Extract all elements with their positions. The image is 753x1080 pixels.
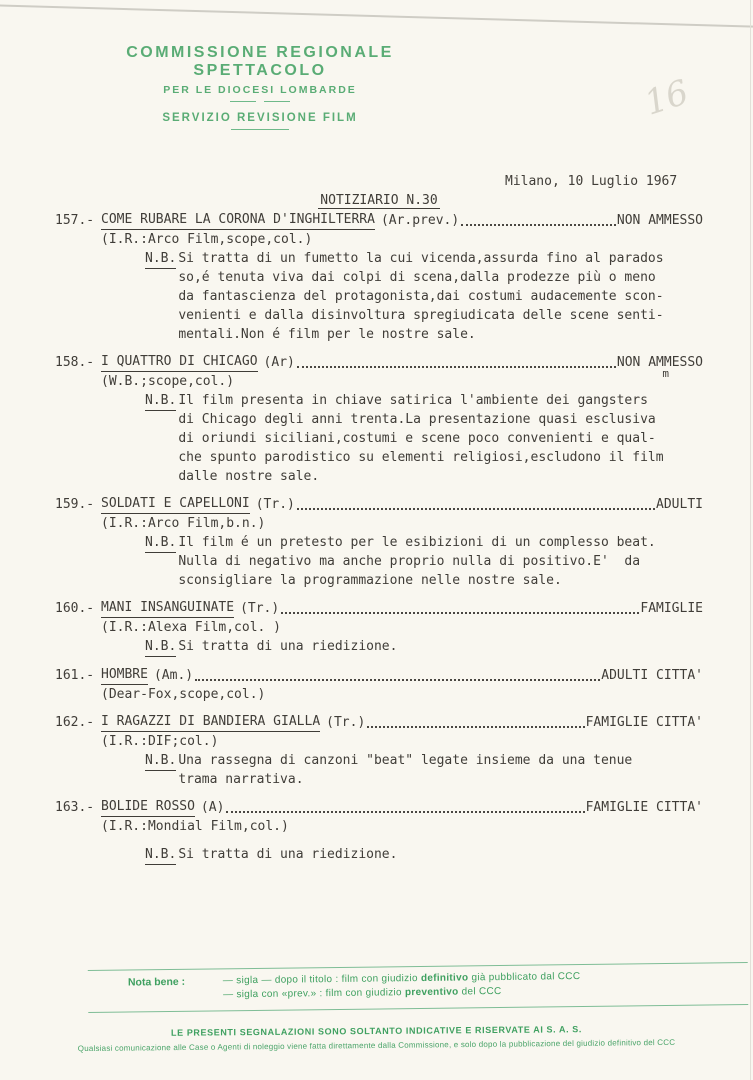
film-entry (55, 797, 703, 865)
film-title: COME RUBARE LA CORONA D'INGHILTERRA (101, 210, 375, 230)
letterhead-line2: PER LE DIOCESI LOMBARDE (163, 84, 357, 96)
letterhead (60, 44, 460, 130)
film-title-suffix: (Ar) (263, 355, 295, 370)
film-title: BOLIDE ROSSO (101, 797, 195, 817)
film-note-label: N.B. (145, 249, 176, 269)
film-note-text: Il film é un pretesto per le esibizioni di un complesso beat. Nulla di negativo ma anche proprio nulla di positivo.E' da sconsigliare la programmazione nelle nostre sale. (178, 535, 656, 588)
film-distributor: (I.R.:Mondial Film,col.) (101, 819, 289, 834)
film-note (145, 391, 703, 486)
film-title-suffix: (Tr.) (326, 715, 366, 730)
film-note-text: Si tratta di una riedizione. (178, 847, 398, 862)
film-rating: FAMIGLIE CITTA' (585, 715, 703, 730)
film-note (145, 845, 703, 865)
film-note-label: N.B. (145, 751, 176, 771)
film-note-text: Il film presenta in chiave satirica l'ambiente dei gangsters di Chicago degli anni trenta.La presentazione quasi esclusiva di oriundi siciliani,costumi e scene poco convenienti e qual- che spunto parodistico su elementi religiosi,escludono il film dalle nostre sale. (178, 393, 664, 484)
film-title-suffix: (Tr.) (255, 497, 295, 512)
film-list (55, 210, 703, 865)
film-rating: FAMIGLIE CITTA' (585, 800, 703, 815)
film-entry (55, 210, 703, 344)
dot-leader (226, 811, 584, 813)
film-rating: NON AMMESSO (616, 213, 703, 228)
dot-leader (281, 612, 639, 614)
nota-bene-text: — sigla — dopo il titolo : film con giudizio definitivo già pubblicato dal CCC — sigla con «prev.» : film con giudizio preventivo del CCC (222, 971, 581, 1001)
film-title-row (55, 797, 703, 817)
film-title-suffix: (Tr.) (240, 601, 280, 616)
dot-leader (195, 679, 600, 681)
film-title-row (55, 665, 703, 685)
dot-leader (461, 224, 616, 226)
film-note-label: N.B. (145, 391, 176, 411)
film-note-text: Una rassegna di canzoni "beat" legate insieme da una tenue trama narrativa. (178, 753, 633, 787)
film-entry (55, 494, 703, 590)
film-number: 158.- (55, 355, 95, 370)
film-number: 163.- (55, 800, 95, 815)
film-rating: NON AMMESSO m (617, 353, 703, 372)
film-entry (55, 712, 703, 789)
rating-correction-mark: m (662, 367, 669, 380)
letterhead-divider (60, 101, 460, 103)
film-note-label: N.B. (145, 533, 176, 553)
dot-leader (367, 726, 584, 728)
film-note-label: N.B. (145, 845, 176, 865)
film-title-suffix: (Am.) (153, 668, 194, 683)
film-note (145, 637, 703, 657)
film-distributor: (I.R.:Alexa Film,col. ) (101, 620, 282, 635)
film-title: HOMBRE (101, 665, 148, 685)
film-distributor: (Dear-Fox,scope,col.) (101, 687, 266, 702)
film-note (145, 533, 703, 590)
nota-bene-box (88, 962, 748, 1013)
film-title: SOLDATI E CAPELLONI (101, 494, 250, 514)
nota-bene-label: Nota bene : (127, 975, 186, 989)
dot-leader (297, 366, 616, 368)
dot-leader (297, 508, 655, 510)
film-number: 162.- (55, 715, 95, 730)
film-title-row (55, 598, 703, 618)
film-rating: ADULTI (656, 497, 703, 512)
film-note-label: N.B. (145, 637, 176, 657)
film-title: I RAGAZZI DI BANDIERA GIALLA (101, 712, 320, 732)
footer-notice: LE PRESENTI SEGNALAZIONI SONO SOLTANTO INDICATIVE E RISERVATE AI S. A. S. (170, 1024, 583, 1038)
film-entry (55, 598, 703, 657)
document-title: NOTIZIARIO N.30 (320, 193, 438, 208)
film-distributor: (W.B.;scope,col.) (101, 374, 235, 389)
film-title-suffix: (A) (200, 800, 225, 815)
film-note (145, 249, 703, 344)
paper-edge-top (0, 4, 753, 29)
film-note (145, 751, 703, 789)
letterhead-divider2 (231, 129, 289, 130)
handwritten-page-number: 16 (639, 72, 694, 124)
film-entry (55, 352, 703, 486)
film-rating: FAMIGLIE (640, 601, 703, 616)
film-title-suffix: (Ar.prev.) (380, 213, 460, 228)
film-note-text: Si tratta di una riedizione. (178, 639, 398, 654)
footer-disclaimer: Qualsiasi comunicazione alle Case o Agenti di noleggio viene fatta direttamente dalla Commissione, e solo dopo la pubblicazione del giudizio definitivo del CCC (77, 1037, 676, 1054)
film-entry (55, 665, 703, 704)
film-number: 160.- (55, 601, 95, 616)
film-number: 159.- (55, 497, 95, 512)
film-number: 157.- (55, 213, 95, 228)
film-title-row (55, 712, 703, 732)
paper-edge-right (750, 0, 751, 1080)
letterhead-line3: SERVIZIO REVISIONE FILM (162, 112, 358, 124)
film-note-text: Si tratta di un fumetto la cui vicenda,assurda fino al parados so,é tenuta viva dai colpi di scena,dalla prodezze più o meno da fantascienza del protagonista,dai costumi audacemente scon- venienti e dalla disinvoltura spregiudicata delle scene senti- mentali.Non é film per le nostre sale. (178, 251, 664, 342)
film-distributor: (I.R.:Arco Film,scope,col.) (101, 232, 313, 247)
film-rating: ADULTI CITTA' (601, 668, 703, 683)
film-distributor: (I.R.:Arco Film,b.n.) (101, 516, 266, 531)
film-title: MANI INSANGUINATE (101, 598, 234, 618)
film-title-row (55, 352, 703, 380)
letterhead-line1: COMMISSIONE REGIONALE SPETTACOLO (126, 44, 394, 79)
film-title: I QUATTRO DI CHICAGO (101, 352, 258, 372)
film-number: 161.- (55, 668, 95, 683)
film-distributor: (I.R.:DIF;col.) (101, 734, 219, 749)
document-body (55, 172, 703, 873)
film-title-row (55, 210, 703, 230)
film-title-row (55, 494, 703, 514)
dateline: Milano, 10 Luglio 1967 (505, 174, 678, 189)
